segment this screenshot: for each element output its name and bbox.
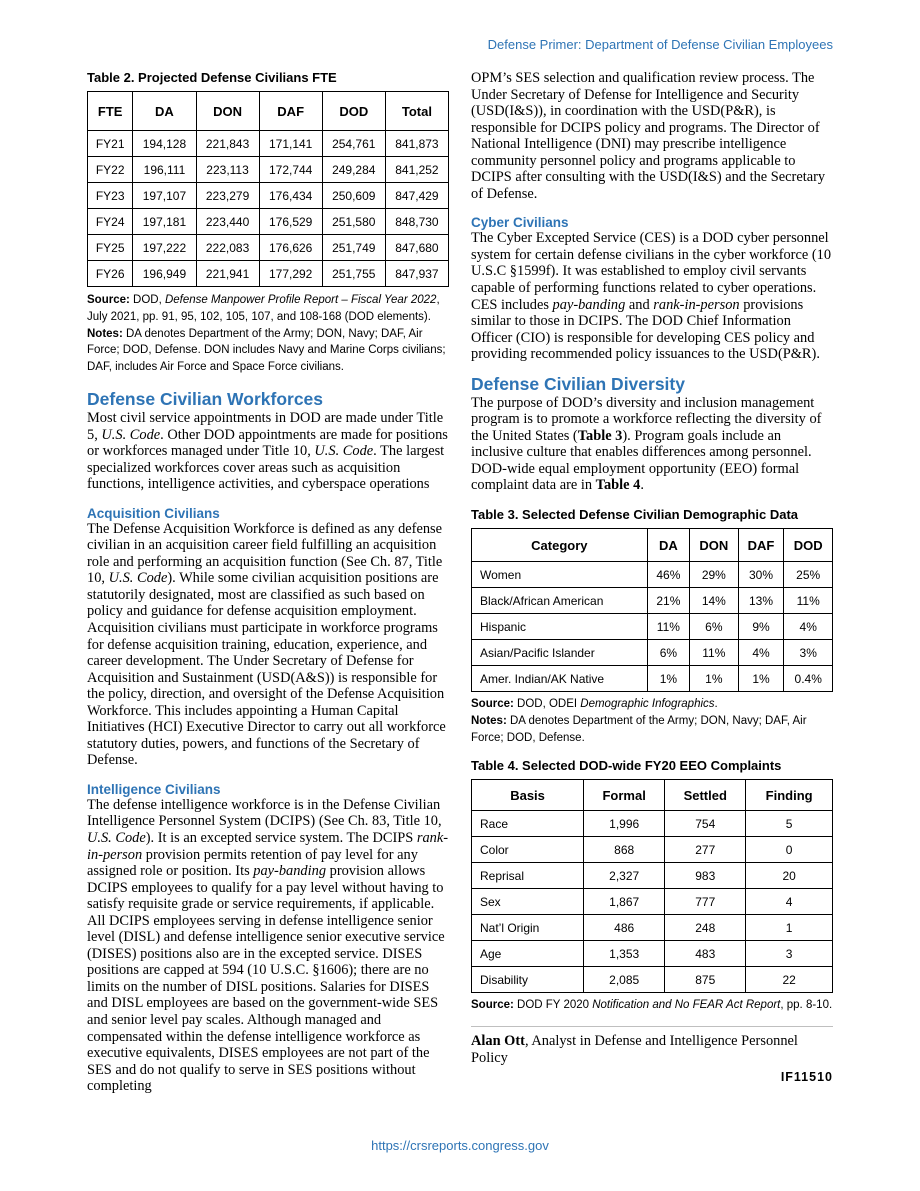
table-row xyxy=(88,261,449,287)
column-header: DA xyxy=(133,92,196,131)
table-cell: 11% xyxy=(784,588,833,614)
workforces-intro: Most civil service appointments in DOD are made under Title 5, U.S. Code. Other DOD appointments are made for positions or workforces managed under Title 10, U.S. Code. The largest specialized workforces cover areas such as acquisition functions, intelligence activities, and cyberspace operations xyxy=(87,409,448,493)
column-header: Total xyxy=(385,92,448,131)
table-cell: 221,843 xyxy=(196,131,259,157)
column-header: Finding xyxy=(746,780,833,811)
table-cell: 221,941 xyxy=(196,261,259,287)
table-cell: 754 xyxy=(665,811,746,837)
author-title: , Analyst in Defense and Intelligence Personnel Policy xyxy=(471,1033,798,1066)
table-cell: 847,429 xyxy=(385,183,448,209)
acquisition-paragraph: The Defense Acquisition Workforce is defined as any defense civilian in an acquisition career field fulfilling an acquisition role and performing an acquisition function (See Ch. 87, Title 10, U.S. Code). While some civilian acquisition positions are statutorily designated, most are classified as such based on policy and guidance for defense acquisition employment. Acquisition civilians must participate in workforce programs for defense acquisition training, education, experience, and career development. The Under Secretary of Defense for Acquisition and Sustainment (USD(A&S)) is responsible for the policy, direction, and oversight of the Defense Acquisition Workforce. This includes appointing a Human Capital Initiatives (HCI) Executive Director to carry out all workforce statutory duties, powers, and functions of the Secretary of Defense. xyxy=(87,520,446,769)
table-cell: Asian/Pacific Islander xyxy=(472,640,648,666)
table-cell: 250,609 xyxy=(322,183,385,209)
table-row xyxy=(88,183,449,209)
document-id: IF11510 xyxy=(780,1070,833,1085)
table-cell: 46% xyxy=(647,562,689,588)
intelligence-paragraph-continued: OPM’s SES selection and qualification review process. The Under Secretary of Defense for Intelligence and Security (USD(I&S)), in coordination with the USD(P&R), is responsible for DCIPS policy and programs. The Director of National Intelligence (DNI) may prescribe intelligence community personnel policy and programs applicable to DCIPS after consulting with the USD(I&S) and the Secretary of Defense. xyxy=(471,70,826,202)
cyber-paragraph: The Cyber Excepted Service (CES) is a DOD cyber personnel system for certain defense civilians in the cyber workforce (10 U.S.C §1599f). It was established to employ civil servants capable of performing functions related to cyber operations. CES includes pay-banding and rank-in-person provisions similar to those in DCIPS. The DOD Chief Information Officer (CIO) is responsible for developing CES policy and providing recommended policy issuances to the USD(P&R). xyxy=(471,230,832,363)
table-header-row xyxy=(472,780,833,811)
table-cell: 197,181 xyxy=(133,209,196,235)
table-cell: 22 xyxy=(746,967,833,993)
column-header: DOD xyxy=(322,92,385,131)
table-cell: Black/African American xyxy=(472,588,648,614)
table-cell: 777 xyxy=(665,889,746,915)
table-row xyxy=(472,811,833,837)
table-cell: Disability xyxy=(472,967,584,993)
table-header-row xyxy=(88,92,449,131)
table2-caption: Table 2. Projected Defense Civilians FTE xyxy=(87,70,337,85)
table-row xyxy=(472,889,833,915)
table-cell: 3% xyxy=(784,640,833,666)
notes-text: DA denotes Department of the Army; DON, Navy; DAF, Air Force; DOD, Defense. DON includes Navy and Marine Corps civilians; DAF, includes Air Force and Space Force civilians. xyxy=(87,327,446,374)
table-cell: 248 xyxy=(665,915,746,941)
table-cell: 176,529 xyxy=(259,209,322,235)
source-title: Defense Manpower Profile Report – Fiscal Year 2022 xyxy=(164,294,437,306)
table-cell: 251,755 xyxy=(322,261,385,287)
table-cell: FY26 xyxy=(88,261,133,287)
table-cell: FY22 xyxy=(88,157,133,183)
table-cell: 197,107 xyxy=(133,183,196,209)
column-header: Basis xyxy=(472,780,584,811)
table2-source xyxy=(87,292,449,326)
table-cell: 25% xyxy=(784,562,833,588)
table-row xyxy=(472,941,833,967)
table-cell: Hispanic xyxy=(472,614,648,640)
table-cell: 249,284 xyxy=(322,157,385,183)
column-header: Formal xyxy=(584,780,665,811)
footer-url[interactable]: https://crsreports.congress.gov xyxy=(371,1138,549,1153)
source-text: DOD, xyxy=(129,294,165,306)
table-cell: FY21 xyxy=(88,131,133,157)
notes-label: Notes: xyxy=(87,327,123,340)
table-row xyxy=(472,863,833,889)
table3-source: Source: DOD, ODEI Demographic Infographics. xyxy=(471,698,718,711)
table-cell: 5 xyxy=(746,811,833,837)
table-cell: 30% xyxy=(738,562,784,588)
table-cell: 223,440 xyxy=(196,209,259,235)
table-cell: 841,252 xyxy=(385,157,448,183)
table-row xyxy=(472,837,833,863)
table-cell: 4% xyxy=(784,614,833,640)
table-cell: 11% xyxy=(647,614,689,640)
table-row xyxy=(472,967,833,993)
table-cell: 841,873 xyxy=(385,131,448,157)
table-row xyxy=(472,640,833,666)
column-header: FTE xyxy=(88,92,133,131)
table-cell: 1,996 xyxy=(584,811,665,837)
table-cell: 868 xyxy=(584,837,665,863)
table4-source: Source: DOD FY 2020 Notification and No FEAR Act Report, pp. 8-10. xyxy=(471,999,833,1012)
table-cell: 11% xyxy=(690,640,739,666)
table-cell: 29% xyxy=(690,562,739,588)
table-cell: 483 xyxy=(665,941,746,967)
table-cell: Nat’l Origin xyxy=(472,915,584,941)
column-header: DON xyxy=(690,529,739,562)
table-cell: 0.4% xyxy=(784,666,833,692)
table-cell: 1,353 xyxy=(584,941,665,967)
table-cell: 177,292 xyxy=(259,261,322,287)
table-cell: 21% xyxy=(647,588,689,614)
table-cell: 13% xyxy=(738,588,784,614)
intelligence-paragraph: The defense intelligence workforce is in the Defense Civilian Intelligence Personnel System (DCIPS) (See Ch. 83, Title 10, U.S. Code). It is an excepted service system. The DCIPS rank-in-person provision permits retention of pay level for any assigned role or position. Its pay-banding provision allows DCIPS employees to qualify for a pay level without having to satisfy requisite grade or service requirements, if applicable. All DCIPS employees serving in defense intelligence senior level (DISL) and defense intelligence senior executive service (DISES) positions also are in the excepted service. DISES positions are capped at 594 (10 U.S.C. §1606); there are no limits on the number of DISL positions. Salaries for DISES and DISL employees are based on the government-wide SES and senior level pay scales. Although managed and compensated within the defense intelligence workforce as executive equivalents, DISES employees are not part of the SES and do not qualify to serve in SES positions without completing xyxy=(87,796,449,1095)
table-cell: 848,730 xyxy=(385,209,448,235)
table-cell: Race xyxy=(472,811,584,837)
table-cell: 172,744 xyxy=(259,157,322,183)
table2-notes xyxy=(87,326,449,376)
table-cell: 486 xyxy=(584,915,665,941)
left-column xyxy=(87,70,449,1095)
table-cell: Reprisal xyxy=(472,863,584,889)
column-header: DAF xyxy=(738,529,784,562)
table-cell: Amer. Indian/AK Native xyxy=(472,666,648,692)
table3 xyxy=(471,528,833,692)
table3-notes: Notes: DA denotes Department of the Army; DON, Navy; DAF, Air Force; DOD, Defense. xyxy=(471,714,807,744)
table-cell: 1,867 xyxy=(584,889,665,915)
table-cell: 4% xyxy=(738,640,784,666)
diversity-heading: Defense Civilian Diversity xyxy=(471,373,685,394)
table-cell: 4 xyxy=(746,889,833,915)
table-row xyxy=(472,666,833,692)
author-byline xyxy=(471,1033,833,1066)
table-cell: 223,279 xyxy=(196,183,259,209)
table-cell: FY24 xyxy=(88,209,133,235)
table-cell: 223,113 xyxy=(196,157,259,183)
table-cell: 251,749 xyxy=(322,235,385,261)
table3-caption: Table 3. Selected Defense Civilian Demographic Data xyxy=(471,507,799,523)
column-header: DAF xyxy=(259,92,322,131)
table-cell: 14% xyxy=(690,588,739,614)
table-cell: Women xyxy=(472,562,648,588)
table2 xyxy=(87,91,449,287)
table-cell: 1% xyxy=(690,666,739,692)
column-header: Settled xyxy=(665,780,746,811)
column-header: DA xyxy=(647,529,689,562)
table-cell: 983 xyxy=(665,863,746,889)
table-cell: 222,083 xyxy=(196,235,259,261)
table-cell: 196,949 xyxy=(133,261,196,287)
column-header: DOD xyxy=(784,529,833,562)
table-header-row xyxy=(472,529,833,562)
acquisition-heading: Acquisition Civilians xyxy=(87,505,220,521)
table-cell: 251,580 xyxy=(322,209,385,235)
table-row xyxy=(88,131,449,157)
intelligence-heading: Intelligence Civilians xyxy=(87,781,221,797)
source-text: , July 2021, pp. 91, 95, 102, 105, 107, and 108-168 (DOD elements). xyxy=(87,294,440,323)
table-cell: FY23 xyxy=(88,183,133,209)
table-cell: 0 xyxy=(746,837,833,863)
table-cell: 1% xyxy=(647,666,689,692)
table-cell: 176,626 xyxy=(259,235,322,261)
diversity-paragraph: The purpose of DOD’s diversity and inclusion management program is to promote a workforce reflecting the diversity of the United States (Table 3). Program goals include an inclusive culture that enables differences among personnel. DOD-wide equal employment opportunity (EEO) formal complaint data are in Table 4. xyxy=(471,394,822,494)
table-cell: 277 xyxy=(665,837,746,863)
table-cell: FY25 xyxy=(88,235,133,261)
table-cell: 20 xyxy=(746,863,833,889)
table4-caption: Table 4. Selected DOD-wide FY20 EEO Complaints xyxy=(471,758,782,774)
source-label: Source: xyxy=(87,294,130,306)
column-header: Category xyxy=(472,529,648,562)
table-row xyxy=(88,209,449,235)
table-cell: 2,085 xyxy=(584,967,665,993)
table-cell: 1% xyxy=(738,666,784,692)
table-cell: 847,937 xyxy=(385,261,448,287)
table-row xyxy=(472,588,833,614)
cyber-heading: Cyber Civilians xyxy=(471,215,569,231)
table-cell: 6% xyxy=(647,640,689,666)
table-row xyxy=(472,562,833,588)
author-divider xyxy=(471,1026,833,1027)
table-cell: 194,128 xyxy=(133,131,196,157)
table-row xyxy=(88,157,449,183)
table-cell: 176,434 xyxy=(259,183,322,209)
table-row xyxy=(472,915,833,941)
table-cell: Age xyxy=(472,941,584,967)
table4 xyxy=(471,779,833,993)
table-row xyxy=(88,235,449,261)
workforces-heading: Defense Civilian Workforces xyxy=(87,388,324,409)
table-cell: 6% xyxy=(690,614,739,640)
table-cell: 171,141 xyxy=(259,131,322,157)
table-cell: 875 xyxy=(665,967,746,993)
column-header: DON xyxy=(196,92,259,131)
table-cell: 1 xyxy=(746,915,833,941)
table-cell: 3 xyxy=(746,941,833,967)
table-cell: Sex xyxy=(472,889,584,915)
table-cell: 254,761 xyxy=(322,131,385,157)
table-cell: 2,327 xyxy=(584,863,665,889)
table-cell: Color xyxy=(472,837,584,863)
table-cell: 847,680 xyxy=(385,235,448,261)
table-cell: 197,222 xyxy=(133,235,196,261)
table-row xyxy=(472,614,833,640)
right-column xyxy=(471,70,833,1086)
running-header: Defense Primer: Department of Defense Civilian Employees xyxy=(487,37,833,52)
table-cell: 9% xyxy=(738,614,784,640)
table-cell: 196,111 xyxy=(133,157,196,183)
author-name: Alan Ott xyxy=(471,1033,525,1050)
